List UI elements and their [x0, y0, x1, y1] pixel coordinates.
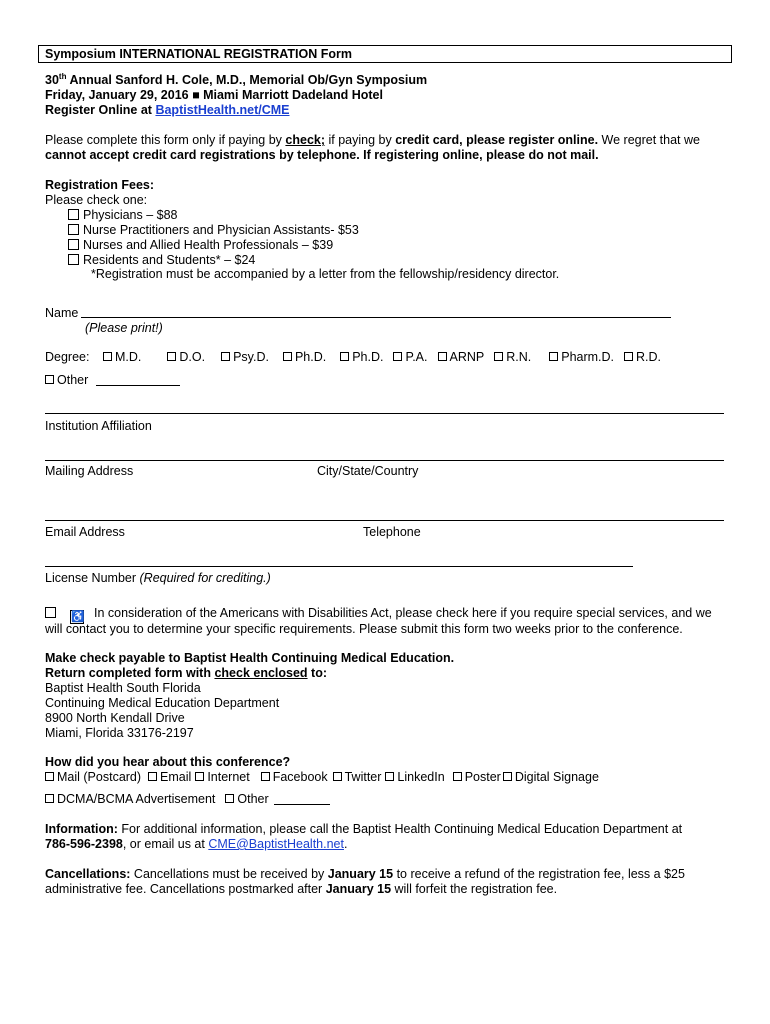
checkbox[interactable]	[225, 794, 234, 803]
checkbox[interactable]	[195, 772, 204, 781]
info-line-2: 786-596-2398, or email us at CME@BaptistHealth.net.	[45, 837, 348, 851]
checkbox[interactable]	[549, 352, 558, 361]
register-online: Register Online at BaptistHealth.net/CME	[45, 103, 290, 117]
email-input-line[interactable]	[45, 520, 724, 521]
payment-line-2: Return completed form with check enclosed to:	[45, 666, 327, 680]
degree-psyd[interactable]: Psy.D.	[221, 350, 269, 365]
degree-do[interactable]: D.O.	[167, 350, 205, 365]
ada-checkbox[interactable]	[45, 607, 56, 618]
checkbox[interactable]	[45, 772, 54, 781]
hear-other[interactable]: Other	[225, 792, 268, 807]
license-input-line[interactable]	[45, 566, 633, 567]
event-date-location: Friday, January 29, 2016 ■ Miami Marriott Dadeland Hotel	[45, 88, 383, 102]
mailing-input-line[interactable]	[45, 460, 724, 461]
payment-line-1: Make check payable to Baptist Health Continuing Medical Education.	[45, 651, 455, 665]
hear-mail[interactable]: Mail (Postcard)	[45, 770, 141, 785]
fees-heading: Registration Fees:	[45, 178, 155, 192]
institution-label: Institution Affiliation	[45, 419, 152, 433]
checkbox[interactable]	[494, 352, 503, 361]
hear-dcma[interactable]: DCMA/BCMA Advertisement	[45, 792, 215, 807]
hear-twitter[interactable]: Twitter	[333, 770, 382, 785]
degree-rn[interactable]: R.N.	[494, 350, 531, 365]
checkbox[interactable]	[340, 352, 349, 361]
checkbox[interactable]	[385, 772, 394, 781]
mailing-label: Mailing Address	[45, 464, 134, 478]
hear-linkedin[interactable]: LinkedIn	[385, 770, 444, 785]
checkbox[interactable]	[45, 375, 54, 384]
address-line-4: Miami, Florida 33176-2197	[45, 726, 194, 740]
degree-label: Degree:	[45, 350, 90, 364]
hear-other-line[interactable]	[274, 804, 330, 805]
form-title: Symposium INTERNATIONAL REGISTRATION Form	[38, 45, 732, 63]
checkbox[interactable]	[624, 352, 633, 361]
ada-line-1: ♿ In consideration of the Americans with Disabilities Act, please check here if you require special services, and we	[45, 606, 712, 624]
degree-pa[interactable]: P.A.	[393, 350, 427, 365]
checkbox[interactable]	[393, 352, 402, 361]
hear-facebook[interactable]: Facebook	[261, 770, 328, 785]
checkbox[interactable]	[68, 254, 79, 265]
intro-line-1: Please complete this form only if paying by check; if paying by credit card, please register online. We regret that we	[45, 133, 700, 147]
degree-phd-1[interactable]: Ph.D.	[283, 350, 326, 365]
hear-row-2	[45, 792, 269, 807]
fees-note: *Registration must be accompanied by a letter from the fellowship/residency director.	[91, 267, 560, 281]
fee-option-residents[interactable]: Residents and Students* – $24	[68, 253, 255, 268]
register-online-link[interactable]: BaptistHealth.net/CME	[155, 103, 290, 117]
checkbox[interactable]	[453, 772, 462, 781]
ada-line-2: will contact you to determine your specific requirements. Please submit this form two weeks prior to the conference.	[45, 622, 683, 636]
name-input-line[interactable]	[81, 317, 671, 318]
license-label: License Number (Required for crediting.)	[45, 571, 271, 585]
hear-internet[interactable]: Internet	[195, 770, 249, 785]
fee-option-nurses[interactable]: Nurses and Allied Health Professionals – $39	[68, 238, 333, 253]
checkbox[interactable]	[103, 352, 112, 361]
address-line-2: Continuing Medical Education Department	[45, 696, 280, 710]
checkbox[interactable]	[68, 209, 79, 220]
hear-email[interactable]: Email	[148, 770, 191, 785]
hear-digital-signage[interactable]: Digital Signage	[503, 770, 599, 785]
degree-other-line[interactable]	[96, 385, 180, 386]
degree-row	[45, 350, 661, 365]
checkbox[interactable]	[148, 772, 157, 781]
fees-instruction: Please check one:	[45, 193, 148, 207]
address-line-1: Baptist Health South Florida	[45, 681, 201, 695]
info-email-link[interactable]: CME@BaptistHealth.net	[208, 837, 344, 851]
city-label: City/State/Country	[317, 464, 419, 478]
degree-rd[interactable]: R.D.	[624, 350, 661, 365]
degree-phd-2[interactable]: Ph.D.	[340, 350, 383, 365]
checkbox[interactable]	[333, 772, 342, 781]
cancel-line-2: administrative fee. Cancellations postmarked after January 15 will forfeit the registration fee.	[45, 882, 558, 896]
hear-row-1	[45, 770, 599, 785]
degree-other[interactable]: Other	[45, 373, 88, 388]
event-name: 30th Annual Sanford H. Cole, M.D., Memorial Ob/Gyn Symposium	[45, 72, 428, 87]
name-hint: (Please print!)	[85, 321, 163, 335]
checkbox[interactable]	[68, 239, 79, 250]
hear-poster[interactable]: Poster	[453, 770, 501, 785]
degree-md[interactable]: M.D.	[103, 350, 141, 365]
checkbox[interactable]	[503, 772, 512, 781]
degree-pharmd[interactable]: Pharm.D.	[549, 350, 614, 365]
email-label: Email Address	[45, 525, 125, 539]
degree-arnp[interactable]: ARNP	[438, 350, 485, 365]
checkbox[interactable]	[221, 352, 230, 361]
cancel-line-1: Cancellations: Cancellations must be received by January 15 to receive a refund of the registration fee, less a $25	[45, 867, 685, 881]
checkbox[interactable]	[68, 224, 79, 235]
hear-question: How did you hear about this conference?	[45, 755, 291, 769]
intro-line-2: cannot accept credit card registrations by telephone. If registering online, please do not mail.	[45, 148, 599, 162]
checkbox[interactable]	[45, 794, 54, 803]
institution-input-line[interactable]	[45, 413, 724, 414]
checkbox[interactable]	[438, 352, 447, 361]
wheelchair-icon: ♿	[71, 611, 85, 623]
checkbox[interactable]	[167, 352, 176, 361]
address-line-3: 8900 North Kendall Drive	[45, 711, 185, 725]
telephone-label: Telephone	[363, 525, 421, 539]
fee-option-physicians[interactable]: Physicians – $88	[68, 208, 178, 223]
checkbox[interactable]	[261, 772, 270, 781]
name-label: Name	[45, 306, 79, 320]
info-line-1: Information: For additional information, please call the Baptist Health Continuing Medical Education Department at	[45, 822, 683, 836]
fee-option-np-pa[interactable]: Nurse Practitioners and Physician Assistants- $53	[68, 223, 359, 238]
checkbox[interactable]	[283, 352, 292, 361]
